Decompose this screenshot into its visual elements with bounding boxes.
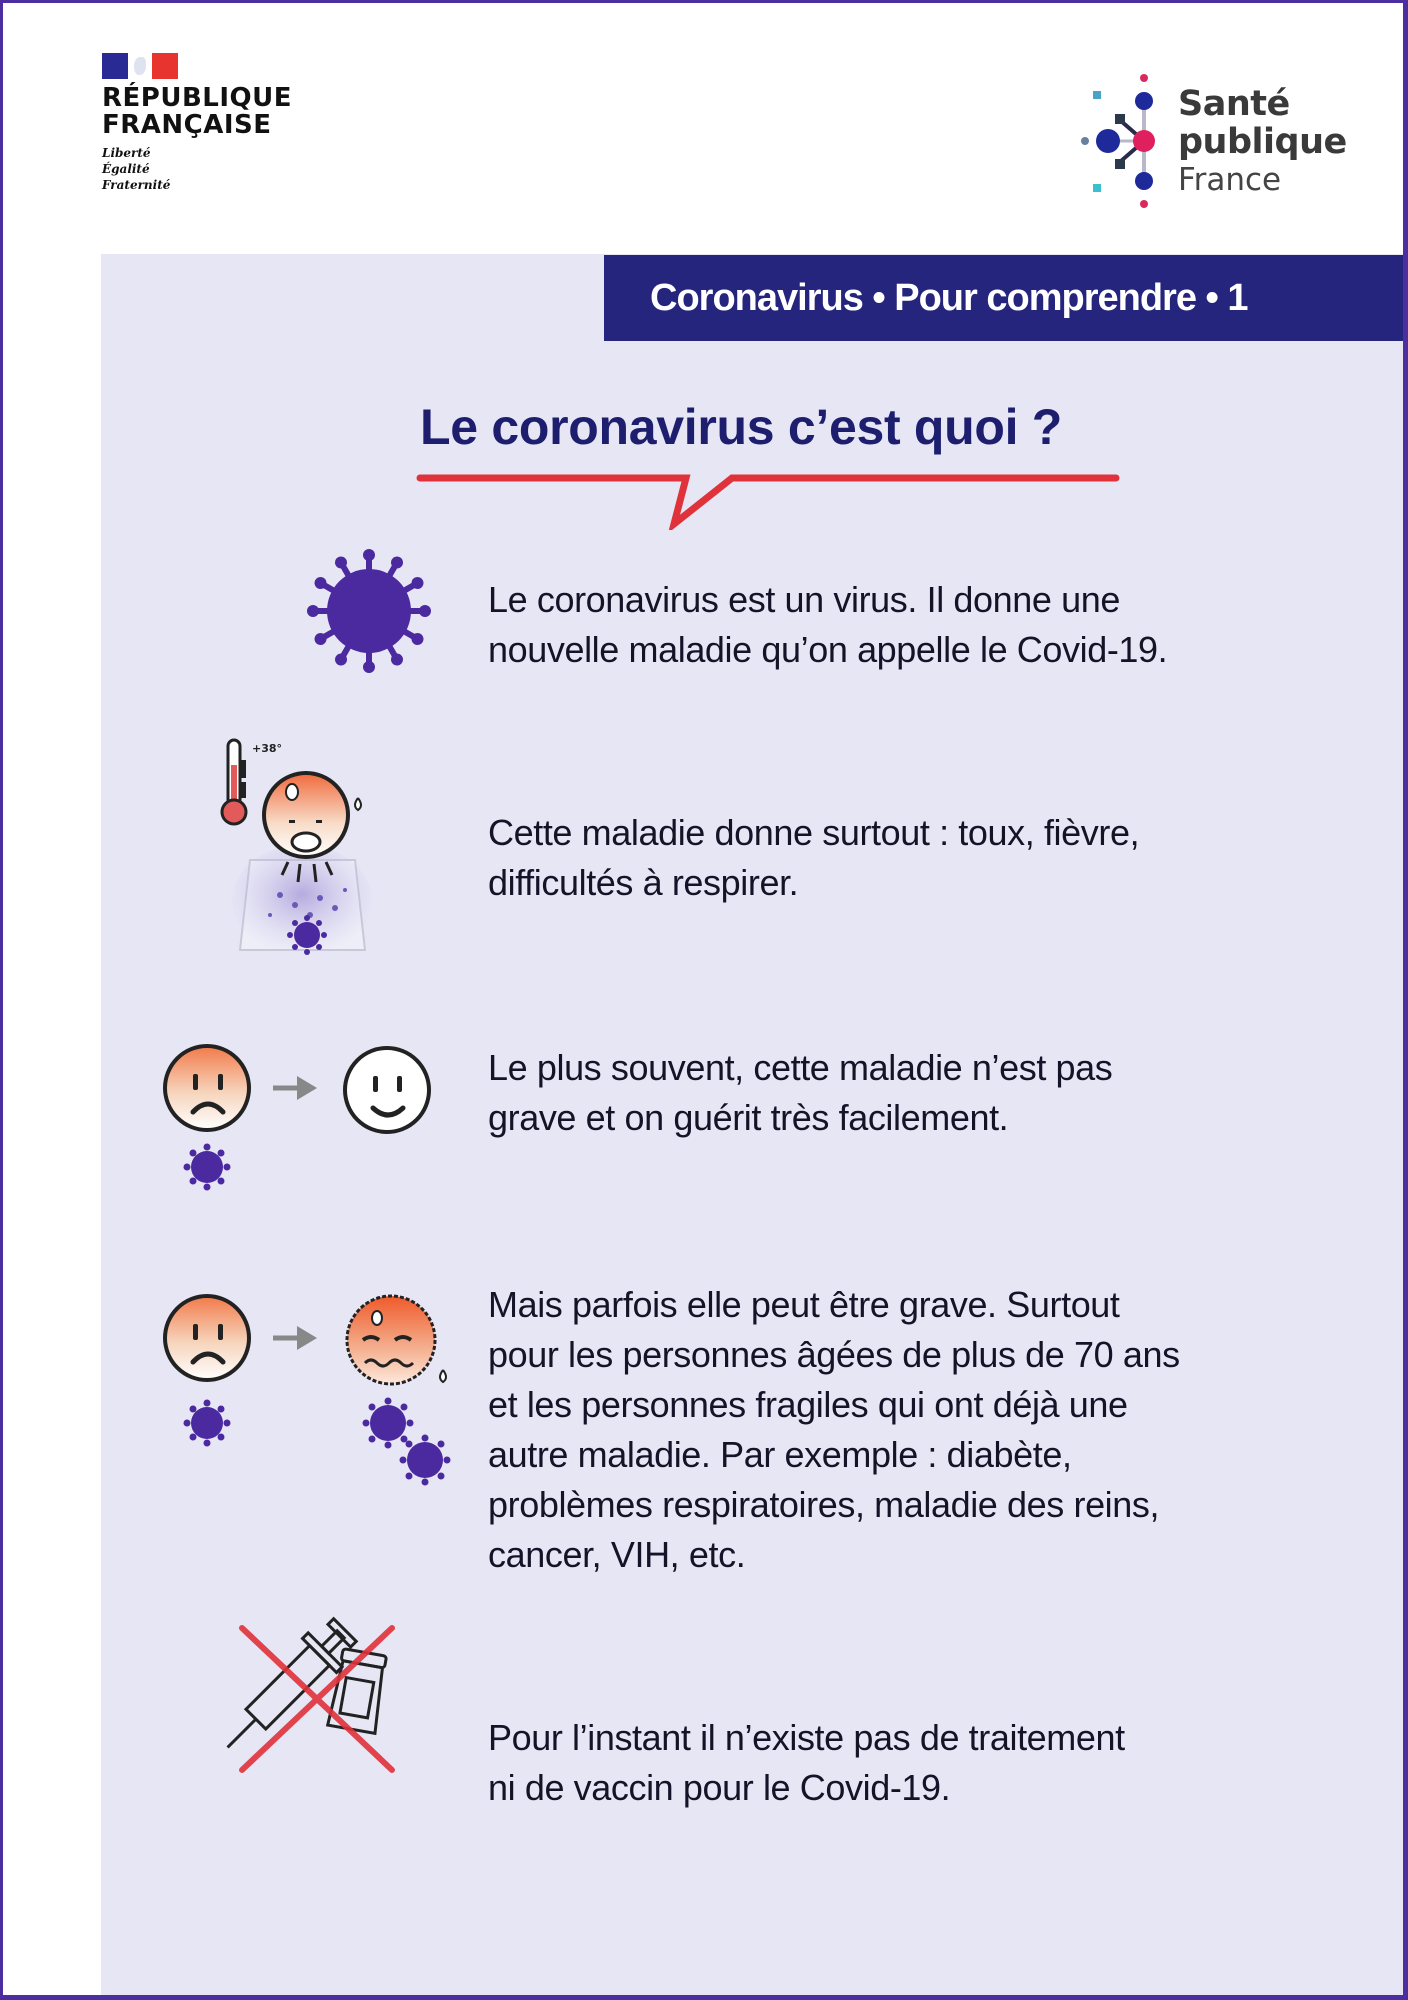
title-block xyxy=(416,398,1126,528)
page-title: Le coronavirus c’est quoi ? xyxy=(420,399,1063,455)
text-line: problèmes respiratoires, maladie des reins, xyxy=(488,1484,1160,1525)
sad-to-very-sick-face-icon xyxy=(155,1288,465,1488)
rf-motto-liberte: Liberté xyxy=(102,146,151,160)
virus-icon xyxy=(305,547,433,675)
text-line: Pour l’instant il n’existe pas de traitement xyxy=(488,1717,1125,1758)
row-no-treatment-text xyxy=(488,1713,1308,1813)
series-label: Coronavirus • Pour comprendre • 1 xyxy=(650,276,1248,319)
text-line: nouvelle maladie qu’on appelle le Covid-19. xyxy=(488,629,1168,670)
text-line: autre maladie. Par exemple : diabète, xyxy=(488,1434,1072,1475)
text-line: grave et on guérit très facilement. xyxy=(488,1097,1009,1138)
row-mild-text xyxy=(488,1043,1308,1143)
spf-line3: France xyxy=(1178,162,1282,198)
text-line: pour les personnes âgées de plus de 70 ans xyxy=(488,1334,1180,1375)
row-severe-text xyxy=(488,1280,1308,1580)
rf-motto-fraternite: Fraternité xyxy=(102,178,171,192)
row-virus-text xyxy=(488,575,1308,675)
text-line: et les personnes fragiles qui ont déjà une xyxy=(488,1384,1128,1425)
text-line: Le coronavirus est un virus. Il donne une xyxy=(488,579,1120,620)
spf-network-icon xyxy=(1078,71,1188,221)
speech-bubble-underline-icon xyxy=(416,458,1126,530)
spf-line2: publique xyxy=(1178,122,1347,162)
rf-name-line1: RÉPUBLIQUE xyxy=(102,83,292,113)
text-line: Cette maladie donne surtout : toux, fièvre, xyxy=(488,812,1140,853)
rf-name-line2: FRANÇAISE xyxy=(102,110,272,140)
no-vaccine-no-medicine-icon xyxy=(210,1610,405,1780)
text-line: cancer, VIH, etc. xyxy=(488,1534,746,1575)
spf-line1: Santé xyxy=(1178,84,1290,124)
row-symptoms-text xyxy=(488,808,1308,908)
sante-publique-france-logo xyxy=(1078,71,1347,221)
thermometer-label: +38° xyxy=(252,742,283,755)
series-band xyxy=(604,255,1403,341)
sick-person-fever-cough-icon xyxy=(210,730,385,970)
rf-motto-egalite: Égalité xyxy=(102,162,150,176)
sad-to-happy-face-icon xyxy=(155,1040,445,1200)
french-flag-icon xyxy=(102,53,178,79)
text-line: Le plus souvent, cette maladie n’est pas xyxy=(488,1047,1113,1088)
republique-francaise-logo xyxy=(102,53,292,193)
text-line: ni de vaccin pour le Covid-19. xyxy=(488,1767,951,1808)
text-line: Mais parfois elle peut être grave. Surtout xyxy=(488,1284,1120,1325)
text-line: difficultés à respirer. xyxy=(488,862,799,903)
